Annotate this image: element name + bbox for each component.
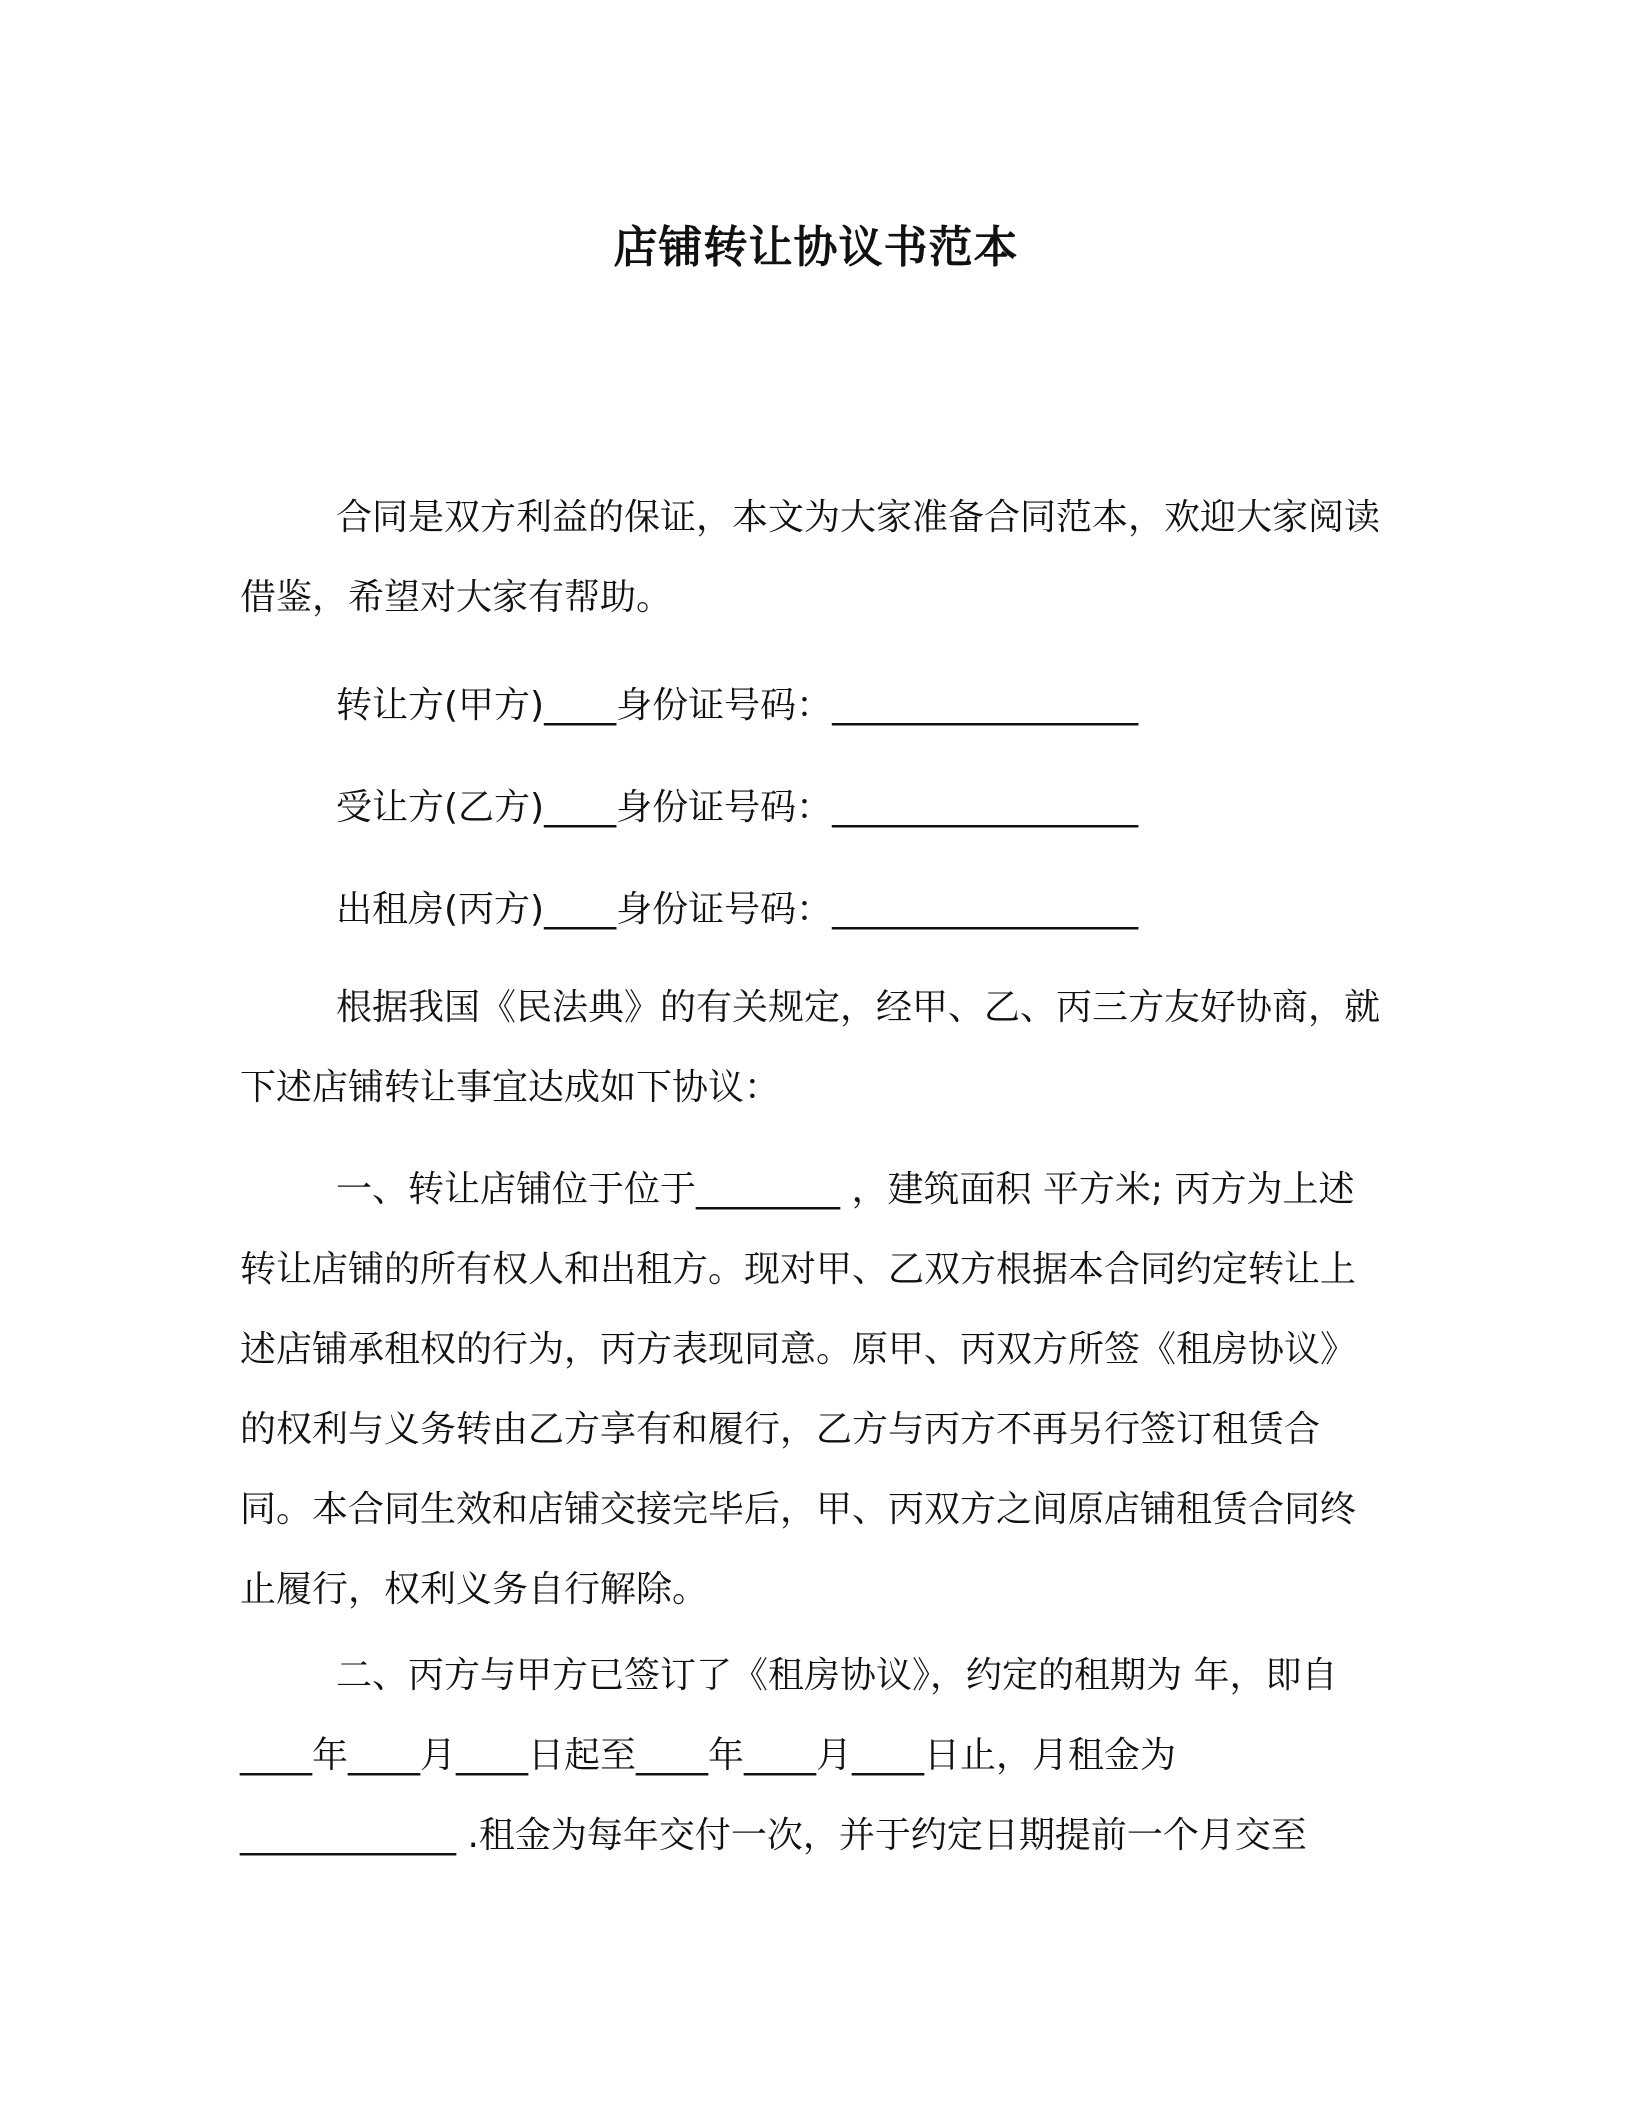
- intro-paragraph: 合同是双方利益的保证，本文为大家准备合同范本，欢迎大家阅读借鉴，希望对大家有帮助。: [240, 497, 1381, 618]
- document-title: 店铺转让协议书范本: [613, 222, 1019, 273]
- clause-1-paragraph: 一、转让店铺位于位于________ ，建筑面积 平方米; 丙方为上述转让店铺的所有权人和出租方。现对甲、乙双方根据本合同约定转让上述店铺承租权的行为，丙方表现同意。原甲、丙双方所签《租房协议》的权利与义务转由乙方享有和履行，乙方与丙方不再另行签订租赁合同。本合同生效和店铺交接完毕后，甲、丙双方之间原店铺租赁合同终止履行，权利义务自行解除。: [240, 1169, 1357, 1610]
- party-a-line: 转让方(甲方)____身份证号码：_________________: [336, 685, 1139, 726]
- party-c-line: 出租房(丙方)____身份证号码：_________________: [336, 889, 1139, 930]
- clause-2-paragraph: 二、丙方与甲方已签订了《租房协议》，约定的租期为 年，即自____年____月____日起至____年____月____日止，月租金为____________ .租金为每年交付一次，并于约定日期提前一个月交至: [240, 1655, 1338, 1856]
- party-b-line: 受让方(乙方)____身份证号码：_________________: [336, 787, 1139, 828]
- preamble-paragraph: 根据我国《民法典》的有关规定，经甲、乙、丙三方友好协商，就下述店铺转让事宜达成如下协议：: [240, 987, 1381, 1108]
